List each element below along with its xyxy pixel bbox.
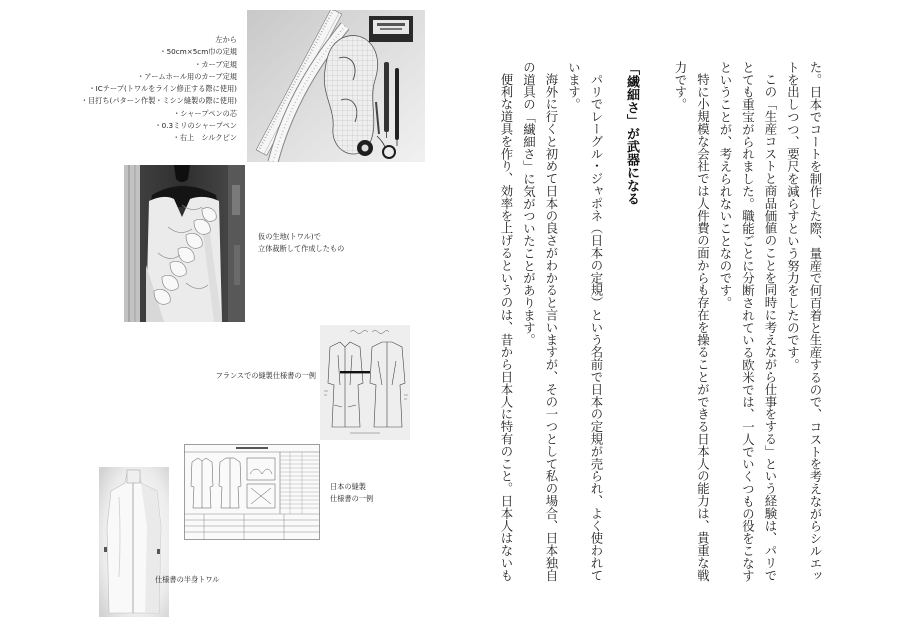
french-spec-sheet-image — [320, 325, 410, 440]
caption-line: ・目打ち(パターン作製・ミシン縫製の際に使用) — [80, 96, 237, 106]
japanese-spec-sheet — [184, 444, 320, 540]
ic-tape-box — [369, 16, 413, 42]
tools-photo-image — [247, 10, 425, 162]
drape-photo — [124, 165, 245, 322]
caption-line: 左から — [215, 35, 237, 44]
tools-photo — [247, 10, 425, 162]
window-light — [124, 165, 140, 322]
caption-line: ・50cm×5cm巾の定規 — [159, 47, 237, 57]
body-line: 力です。 — [673, 61, 688, 111]
toile-jacket — [104, 470, 161, 613]
caption-line: 仕様書の一例 — [330, 494, 374, 504]
body-line: 海外に行くと初めて日本の良さがわかると言いますが、その一つとして私の場合、日本独自 — [544, 73, 559, 582]
body-line: トを出しつつ、要尺を減らすという努力をしたのです。 — [785, 61, 801, 371]
half-toile-caption — [155, 574, 219, 586]
body-line: とても重宝がられました。職能ごとに分断されている欧米では、一人でいくつもの役をこなす — [740, 61, 756, 582]
caption-line: フランスでの縫製仕様書の一例 — [215, 371, 316, 380]
caption-line: ・アームホール用のカーブ定規 — [137, 71, 237, 81]
caption-line: ・カーブ定規 — [194, 59, 237, 69]
french-spec-sheet — [320, 325, 410, 440]
caption-line: 仕様書の半身トワル — [155, 575, 220, 584]
tools-photo-caption — [81, 34, 237, 145]
article-body-part2 — [495, 61, 608, 591]
article-body-part1 — [669, 61, 827, 591]
body-line: この「生産コストと商品価値のことを同時に考えながら仕事をする」という経験は、パリで — [763, 73, 778, 582]
body-line: の道具の「繊細さ」に気がついたことがあります。 — [521, 61, 537, 347]
section-heading: 「繊細さ」が武器になる — [624, 62, 639, 205]
pocket-mark-right — [157, 549, 160, 554]
caption-line: ・シャープペンの芯 — [173, 108, 237, 118]
caption-line: 日本の縫製 — [330, 482, 366, 491]
caption-line: 立体裁断して作成したもの — [258, 244, 345, 254]
stand-collar — [127, 470, 140, 483]
body-line: た。日本でコートを制作した際、量産で何百着と生産するので、コストを考えながらシルエッ — [808, 61, 823, 582]
french-spec-caption — [216, 370, 316, 382]
caption-line: ・右上 シルクピン — [172, 133, 237, 143]
body-line: います。 — [566, 61, 582, 111]
half-toile-photo — [99, 467, 169, 617]
body-line: パリでレーグル・ジャポネ（日本の定規）という名前で日本の定規が売られ、よく使われて — [589, 73, 604, 582]
caption-line: 仮の生地(トワル)で — [258, 232, 321, 241]
pencil-lead-case — [357, 140, 373, 156]
half-toile-photo-image — [99, 467, 169, 617]
body-line: ということが、考えられないことなのです。 — [718, 61, 733, 309]
japanese-spec-caption — [330, 481, 373, 506]
drape-photo-image — [124, 165, 245, 322]
pocket-mark-left — [104, 547, 107, 552]
body-line: 特に小規模な会社では人件費の面からも存在を操ることができる日本人の能力は、貴重な戦 — [695, 73, 711, 582]
body-line: 便利な道具を作り、効率を上げるというのは、昔から日本人に特有のこと。日本人はないも — [499, 73, 514, 582]
sheet-title-mark — [236, 447, 268, 449]
drape-photo-caption — [258, 231, 344, 256]
waistline-marker — [340, 371, 370, 373]
caption-line: ・ICテープ(トワルをライン修正する際に使用) — [88, 84, 237, 94]
japanese-spec-sheet-image — [184, 444, 320, 540]
caption-line: ・0.3ミリのシャープペン — [154, 121, 237, 131]
